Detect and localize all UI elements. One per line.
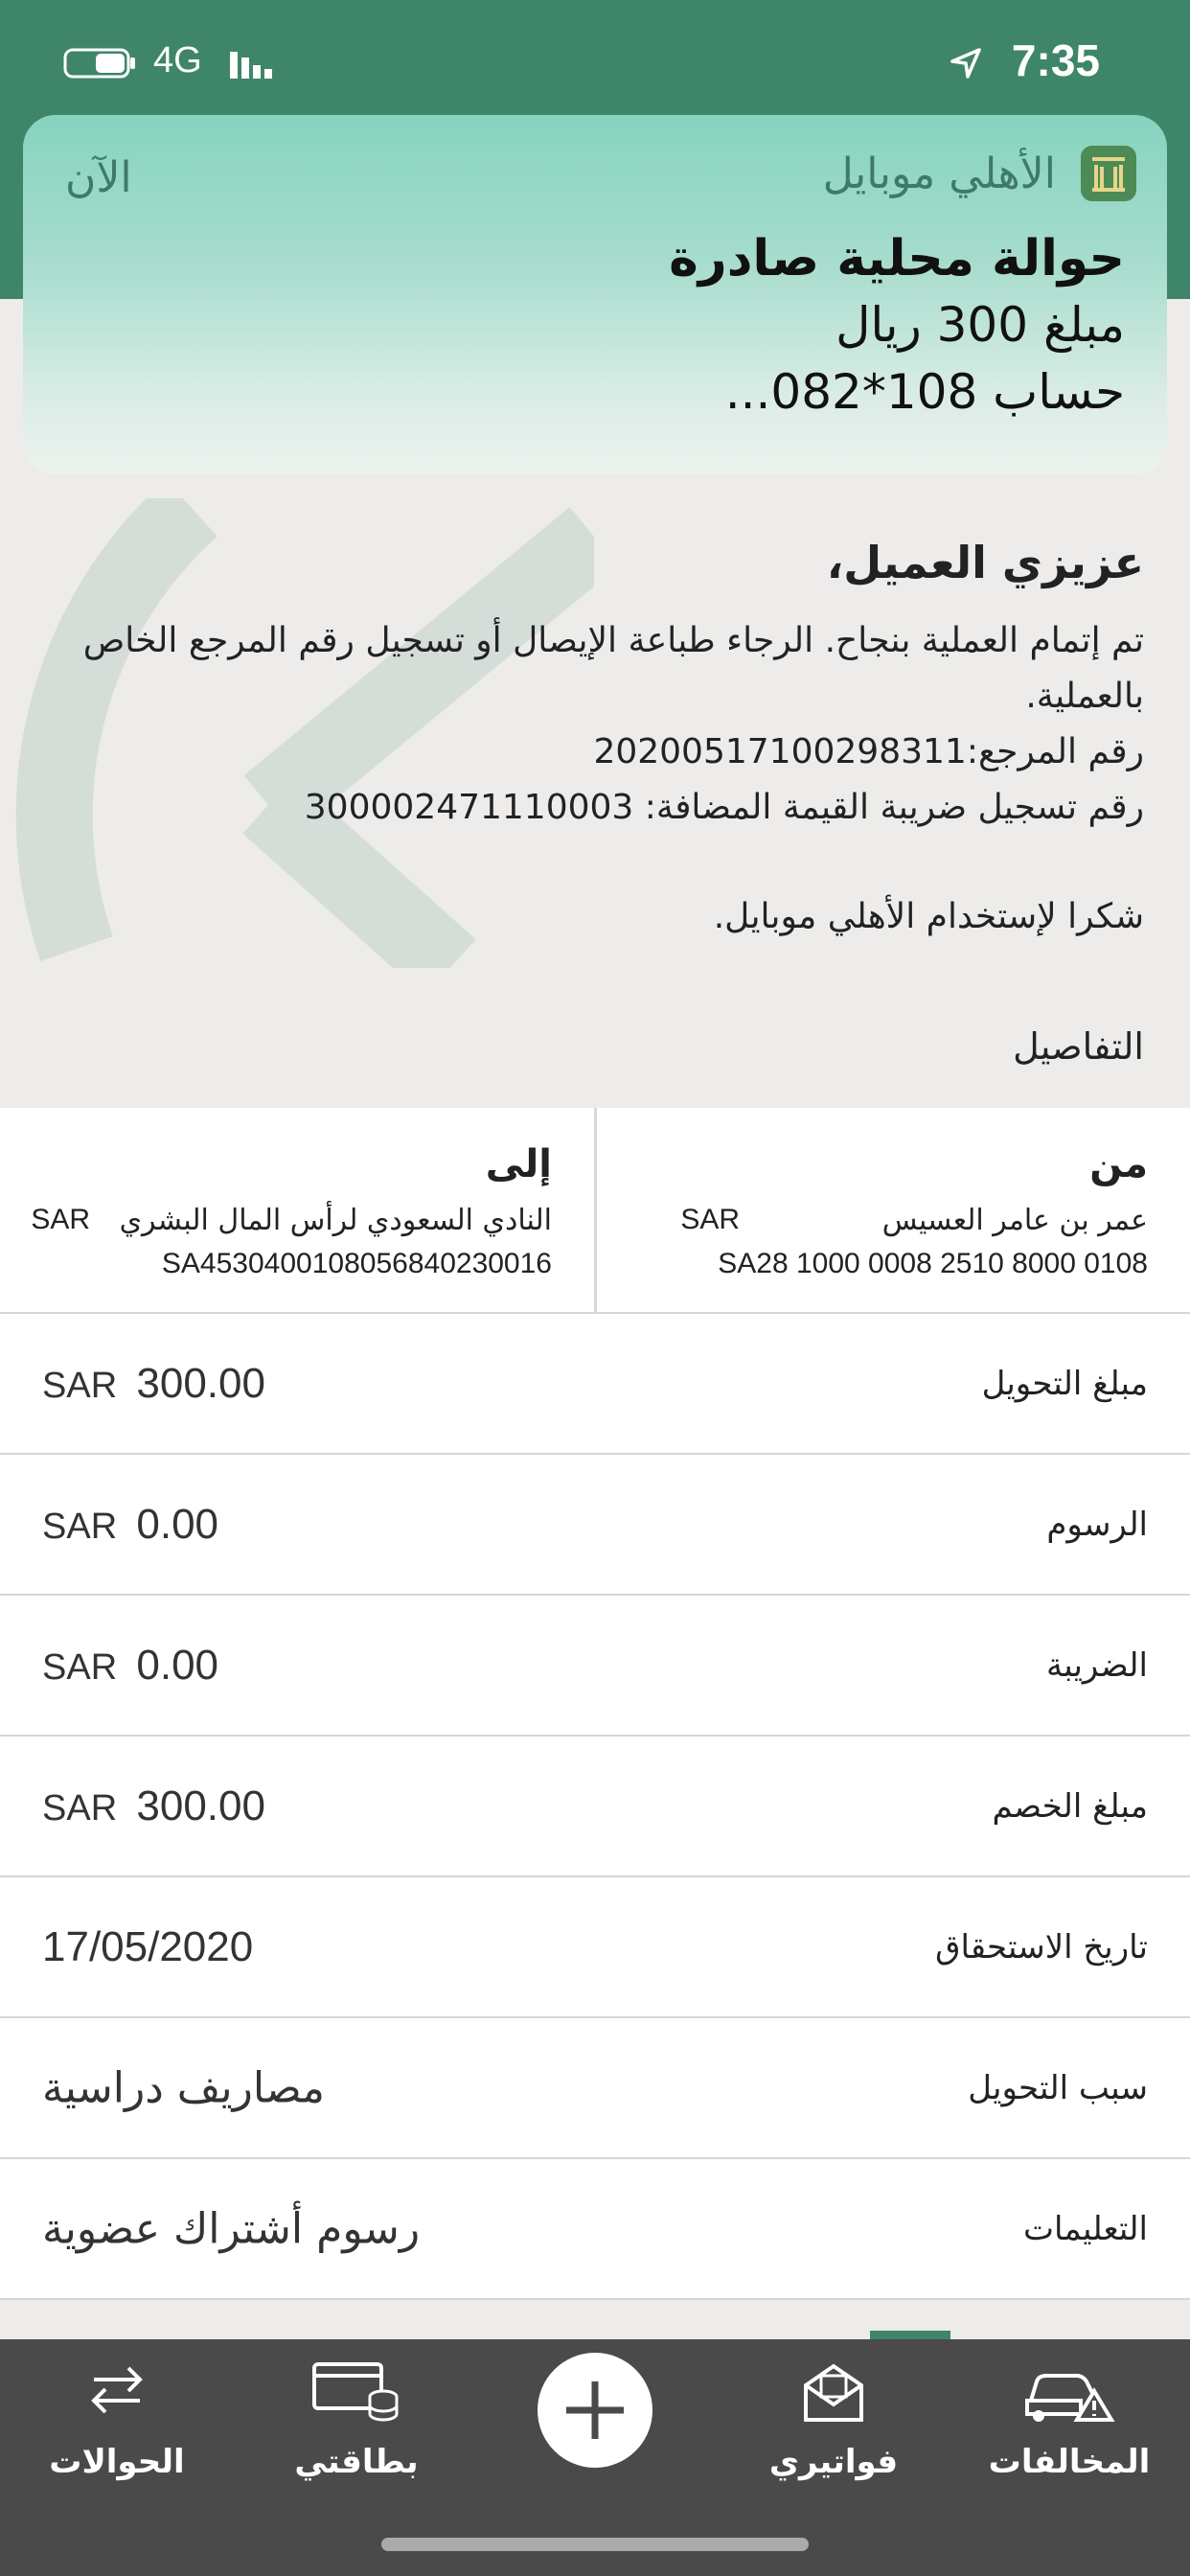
details-heading: التفاصيل: [1013, 1025, 1144, 1068]
from-label: من: [1089, 1142, 1148, 1186]
vat-number: رقم تسجيل ضريبة القيمة المضافة: 300002471110003: [304, 788, 1144, 827]
notification-account: حساب 108*082...: [724, 364, 1125, 420]
row-transfer-reason: [0, 2018, 1190, 2159]
push-notification[interactable]: [23, 115, 1167, 474]
battery-icon: [63, 46, 138, 80]
notification-title: حوالة محلية صادرة: [669, 230, 1125, 288]
from-name: عمر بن عامر العسيس: [881, 1204, 1148, 1237]
message-greeting: عزيزي العميل،: [826, 537, 1144, 588]
location-arrow-icon: [949, 46, 983, 80]
from-currency: SAR: [680, 1204, 740, 1235]
transfer-parties: [0, 1108, 1190, 1314]
row-fees: [0, 1455, 1190, 1596]
row-currency: SAR: [42, 1646, 118, 1688]
signal-icon: [230, 48, 278, 80]
row-instructions: [0, 2159, 1190, 2300]
cards-coins-icon: [310, 2358, 402, 2424]
message-body: تم إتمام العملية بنجاح. الرجاء طباعة الإيصال أو تسجيل رقم المرجع الخاص: [82, 621, 1144, 660]
row-value: 17/05/2020: [42, 1922, 254, 1970]
row-label: مبلغ التحويل: [981, 1364, 1148, 1403]
to-iban: SA4530400108056840230016: [161, 1248, 552, 1279]
message-body-continued: بالعملية.: [1025, 677, 1144, 716]
app-logo-icon: [1081, 146, 1136, 201]
details-list: [0, 1314, 1190, 2300]
row-currency: SAR: [42, 1787, 118, 1828]
row-currency: SAR: [42, 1365, 118, 1406]
tab-bills[interactable]: [738, 2339, 929, 2512]
car-warning-icon: [1023, 2358, 1115, 2426]
status-bar: [0, 0, 1190, 134]
row-due-date: [0, 1877, 1190, 2018]
row-amount: 300.00: [136, 1782, 265, 1829]
plus-icon: [538, 2353, 652, 2468]
row-value: مصاريف دراسية: [42, 2063, 325, 2112]
row-value: [42, 1360, 265, 1408]
to-currency: SAR: [31, 1204, 90, 1235]
row-value: [42, 1642, 218, 1690]
bill-envelope-icon: [800, 2358, 867, 2426]
tab-indicator: [870, 2331, 950, 2339]
confirmation-message: [42, 537, 1144, 945]
thanks-message: شكرا لإستخدام الأهلي موبايل.: [713, 897, 1144, 936]
row-label: مبلغ الخصم: [992, 1786, 1148, 1826]
to-account: [0, 1108, 594, 1314]
parties-divider: [594, 1108, 597, 1314]
tab-label: الحوالات: [49, 2443, 185, 2481]
row-currency: SAR: [42, 1506, 118, 1547]
row-amount: 300.00: [136, 1359, 265, 1407]
notification-app-name: الأهلي موبايل: [822, 150, 1056, 198]
tab-violations[interactable]: [973, 2339, 1165, 2512]
notification-time: الآن: [65, 153, 132, 202]
row-value: [42, 1501, 218, 1549]
row-amount: 0.00: [136, 1500, 219, 1548]
status-time: 7:35: [1011, 35, 1100, 85]
row-label: التعليمات: [1022, 2209, 1148, 2248]
network-type: 4G: [153, 40, 202, 80]
row-transfer-amount: [0, 1314, 1190, 1455]
tab-label: المخالفات: [988, 2443, 1151, 2481]
row-label: سبب التحويل: [968, 2068, 1148, 2107]
reference-number: رقم المرجع:20200517100298311: [593, 732, 1144, 771]
add-button[interactable]: [538, 2353, 652, 2468]
row-value: رسوم أشتراك عضوية: [42, 2204, 421, 2253]
row-tax: [0, 1596, 1190, 1736]
home-indicator[interactable]: [381, 2538, 809, 2551]
row-amount: 0.00: [136, 1641, 219, 1689]
from-iban: SA28 1000 0008 2510 8000 0108: [718, 1248, 1148, 1279]
row-label: تاريخ الاستحقاق: [935, 1927, 1148, 1966]
transfer-arrows-icon: [86, 2358, 148, 2420]
from-account: [596, 1108, 1190, 1314]
row-debit-amount: [0, 1736, 1190, 1877]
row-value: [42, 1782, 265, 1830]
tab-label: بطاقتي: [294, 2443, 419, 2481]
row-label: الضريبة: [1045, 1645, 1148, 1685]
tab-cards[interactable]: [261, 2339, 452, 2512]
to-label: إلى: [485, 1142, 552, 1186]
notification-amount: مبلغ 300 ريال: [835, 297, 1125, 353]
to-name: النادي السعودي لرأس المال البشري: [119, 1204, 552, 1237]
tab-transfers[interactable]: [21, 2339, 213, 2512]
row-label: الرسوم: [1046, 1505, 1148, 1544]
tab-label: فواتيري: [768, 2443, 899, 2481]
